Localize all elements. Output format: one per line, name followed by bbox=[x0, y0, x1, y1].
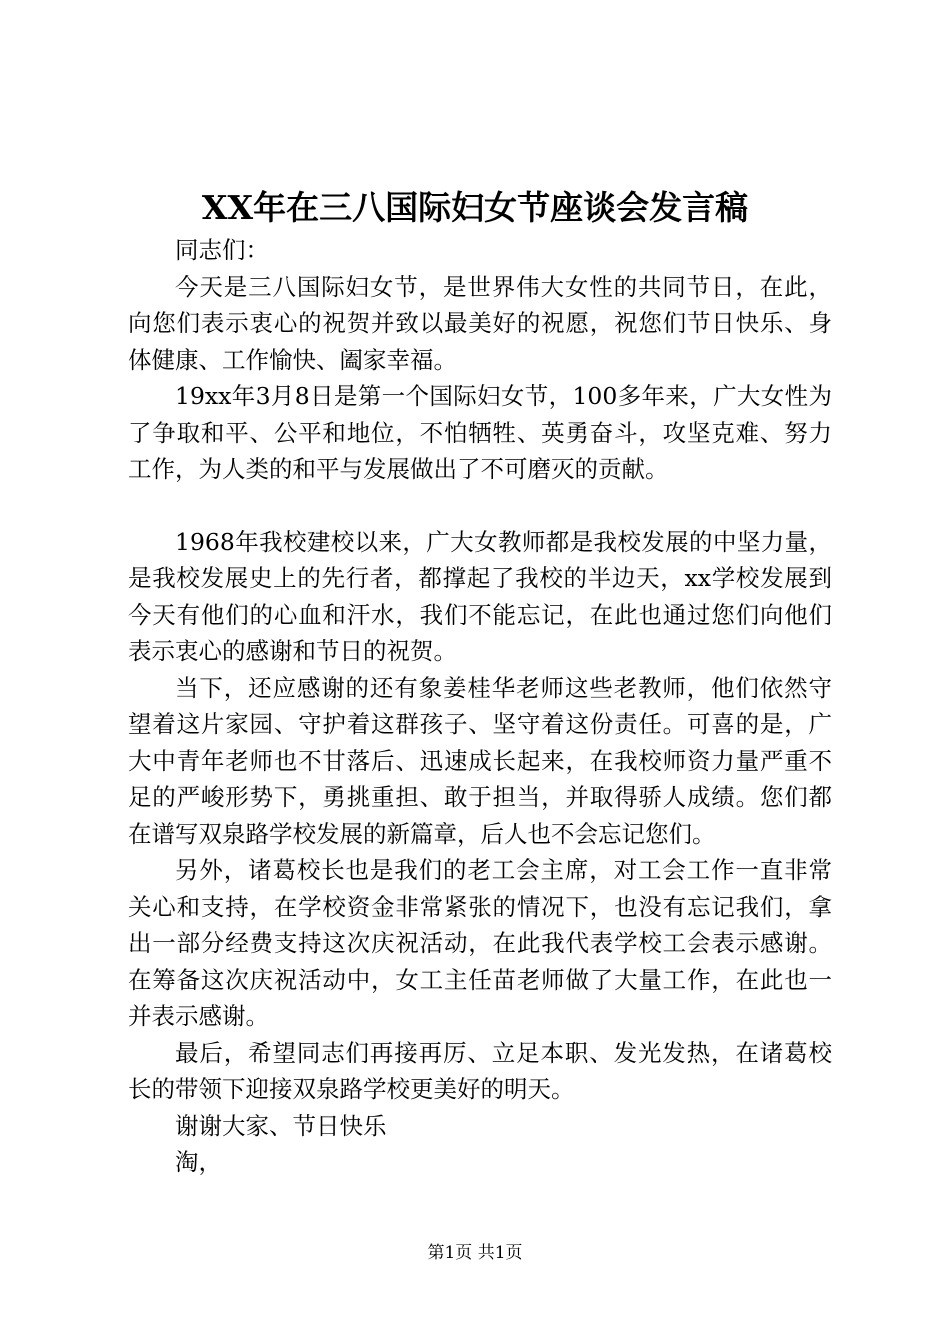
document-title: XX年在三八国际妇女节座谈会发言稿 bbox=[201, 188, 749, 227]
paragraph-school-founding: 1968年我校建校以来，广大女教师都是我校发展的中坚力量，是我校发展史上的先行者，都撑起了我校的半边天，xx学校发展到今天有他们的心血和汗水，我们不能忘记，在此也通过您们向他们表示衷心的感谢和节日的祝贺。 bbox=[128, 527, 832, 665]
paragraph-greeting: 今天是三八国际妇女节，是世界伟大女性的共同节日，在此，向您们表示衷心的祝贺并致以最美好的祝愿，祝您们节日快乐、身体健康、工作愉快、阖家幸福。 bbox=[128, 272, 832, 374]
paragraph-trailing: 淘， bbox=[175, 1148, 222, 1176]
paragraph-closing: 最后，希望同志们再接再厉、立足本职、发光发热，在诸葛校长的带领下迎接双泉路学校更美好的明天。 bbox=[128, 1038, 832, 1103]
salutation: 同志们： bbox=[175, 236, 269, 264]
paragraph-thanks-teachers: 当下，还应感谢的还有象姜桂华老师这些老教师，他们依然守望着这片家园、守护着这群孩子、坚守着这份责任。可喜的是，广大中青年老师也不甘落后、迅速成长起来，在我校师资力量严重不足的严峻形势下，勇挑重担、敢于担当，并取得骄人成绩。您们都在谱写双泉路学校发展的新篇章，后人也不会忘记您们。 bbox=[128, 673, 832, 848]
paragraph-thanks-all: 谢谢大家、节日快乐 bbox=[175, 1111, 387, 1140]
paragraph-thanks-principal: 另外，诸葛校长也是我们的老工会主席，对工会工作一直非常关心和支持，在学校资金非常紧张的情况下，也没有忘记我们，拿出一部分经费支持这次庆祝活动，在此我代表学校工会表示感谢。在筹备这次庆祝活动中，女工主任苗老师做了大量工作，在此也一并表示感谢。 bbox=[128, 856, 832, 1030]
document-body bbox=[128, 232, 832, 1181]
page-footer: 第1页 共1页 bbox=[427, 1243, 523, 1263]
paragraph-history: 19xx年3月8日是第一个国际妇女节，100多年来，广大女性为了争取和平、公平和地位，不怕牺牲、英勇奋斗，攻坚克难、努力工作，为人类的和平与发展做出了不可磨灭的贡献。 bbox=[128, 382, 832, 483]
